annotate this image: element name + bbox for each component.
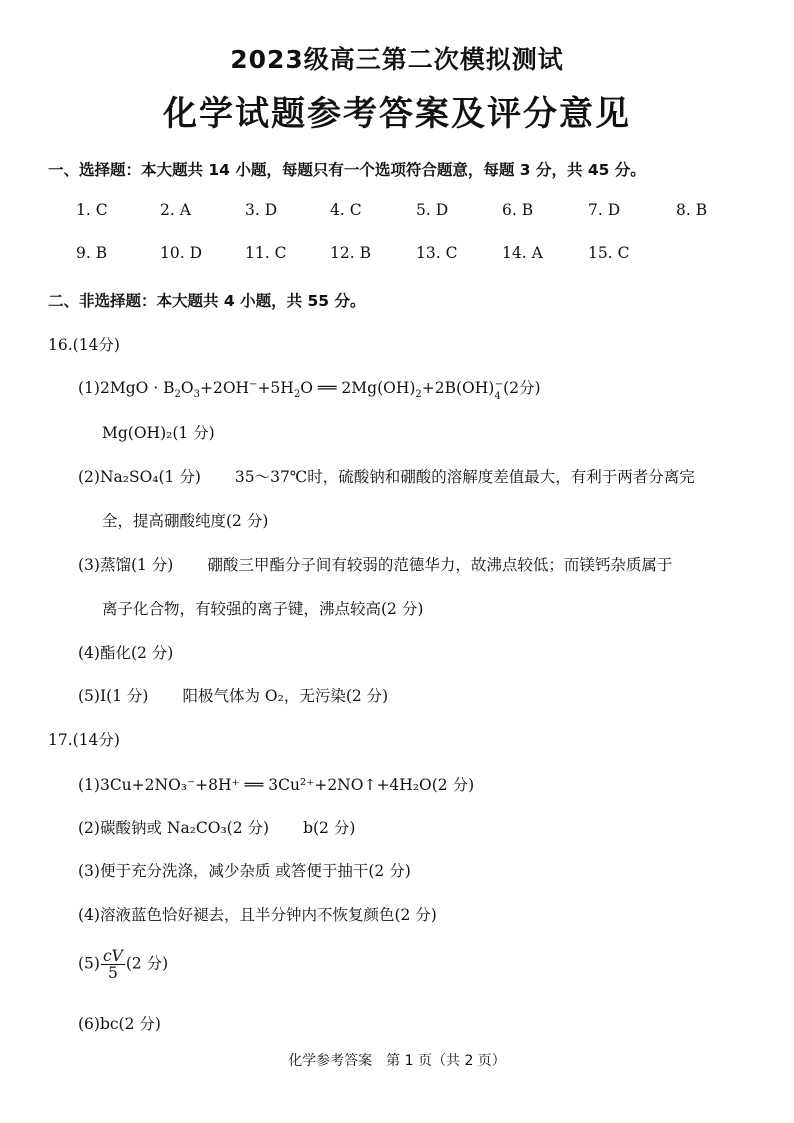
mc-answer: 1. C xyxy=(76,201,108,219)
answer-key-title: 化学试题参考答案及评分意见 xyxy=(163,94,631,134)
mc-answer: 14. A xyxy=(502,244,543,262)
q17-header: 17.(14分) xyxy=(48,731,120,749)
q17-part1-equation: (1)3Cu+2NO₃⁻+8H⁺ ══ 3Cu²⁺+2NO↑+4H₂O(2 分) xyxy=(78,776,475,794)
q16-part2-line2: 全，提高硼酸纯度(2 分) xyxy=(102,512,269,530)
section2-heading: 二、非选择题：本大题共 4 小题，共 55 分。 xyxy=(48,292,366,310)
q16-part3-line2: 离子化合物，有较强的离子键，沸点较高(2 分) xyxy=(102,600,424,618)
mc-answer: 10. D xyxy=(160,244,203,262)
section1-heading: 一、选择题：本大题共 14 小题，每题只有一个选项符合题意，每题 3 分，共 45 分。 xyxy=(48,161,646,179)
q17-part2: (2)碳酸钠或 Na₂CO₃(2 分) b(2 分) xyxy=(78,819,356,837)
mc-answer: 15. C xyxy=(588,244,630,262)
mc-answer: 6. B xyxy=(502,201,534,219)
mc-answer: 13. C xyxy=(416,244,458,262)
mc-answer: 8. B xyxy=(676,201,708,219)
fraction: $\frac{cV}{5}$ xyxy=(102,947,123,982)
q16-part4: (4)酯化(2 分) xyxy=(78,644,174,662)
q17-part6: (6)bc(2 分) xyxy=(78,1015,161,1033)
q16-part1-line2: Mg(OH)₂(1 分) xyxy=(102,424,215,442)
mc-answer: 9. B xyxy=(76,244,108,262)
q16-part3: (3)蒸馏(1 分) 硼酸三甲酯分子间有较弱的范德华力，故沸点较低；而镁钙杂质属于 xyxy=(78,556,673,574)
q16-header: 16.(14分) xyxy=(48,336,120,354)
mc-answer: 3. D xyxy=(245,201,278,219)
q17-part5: (5) $\frac{cV}{5}$ (2 分) xyxy=(78,947,169,982)
mc-answer: 12. B xyxy=(330,244,371,262)
q17-part4: (4)溶液蓝色恰好褪去，且半分钟内不恢复颜色(2 分) xyxy=(78,906,437,924)
mc-answer: 2. A xyxy=(160,201,191,219)
page-footer: 化学参考答案 第 1 页（共 2 页） xyxy=(288,1053,506,1069)
q16-part5: (5)I(1 分) 阳极气体为 O₂，无污染(2 分) xyxy=(78,687,389,705)
mc-answer: 4. C xyxy=(330,201,362,219)
exam-title: 2023级高三第二次模拟测试 xyxy=(230,45,564,74)
mc-answer: 7. D xyxy=(588,201,621,219)
q16-part1-equation: $(1)2MgO \cdot B_2O_3+2OH^-+5H_2O$ ══ $2Mg(OH)_2+2B(OH)_4^-(2$分) xyxy=(78,378,541,403)
q16-part2: (2)Na₂SO₄(1 分) 35～37℃时，硫酸钠和硼酸的溶解度差值最大，有利于两者分离完 xyxy=(78,468,695,486)
mc-answer: 5. D xyxy=(416,201,449,219)
q17-part3: (3)便于充分洗涤，减少杂质 或答便于抽干(2 分) xyxy=(78,862,411,880)
mc-answer: 11. C xyxy=(245,244,287,262)
